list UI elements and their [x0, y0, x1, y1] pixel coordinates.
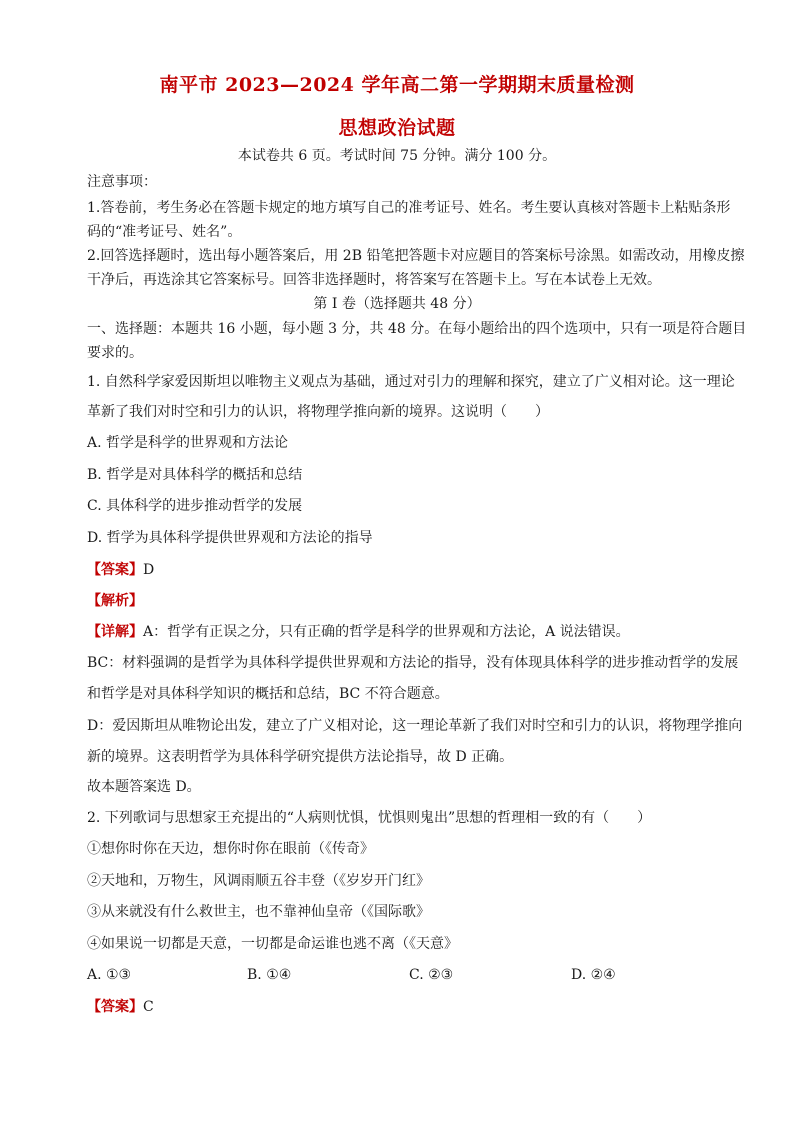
analysis-tag: 【解析】 — [87, 593, 143, 609]
q1-stem-line-2: 革新了我们对时空和引力的认识，将物理学推向新的境界。这说明（ ） — [87, 404, 549, 420]
q1-analysis-tag — [87, 591, 727, 611]
detail-tag: 【详解】 — [87, 624, 143, 640]
q1-detail-d-line-2: 新的境界。这表明哲学为具体科学研究提供方法论指导，故 D 正确。 — [87, 749, 514, 765]
q1-option-b: B. 哲学是对具体科学的概括和总结 — [87, 467, 303, 483]
answer-value: C — [143, 999, 154, 1015]
note-2-line-2: 干净后，再选涂其它答案标号。回答非选择题时，将答案写在答题卡上。写在本试卷上无效。 — [87, 272, 661, 288]
q2-option-a: A. ①③ — [87, 967, 132, 983]
q2-option-c: C. ②③ — [409, 967, 454, 983]
answer-tag: 【答案】 — [87, 562, 143, 578]
note-1-line-1: 1.答卷前，考生务必在答题卡规定的地方填写自己的准考证号、姓名。考生要认真核对答题卡上粘贴条形 — [87, 200, 731, 216]
q2-answer — [87, 997, 727, 1017]
q1-answer — [87, 560, 727, 580]
q1-option-d: D. 哲学为具体科学提供世界观和方法论的指导 — [87, 530, 373, 546]
answer-tag: 【答案】 — [87, 999, 143, 1015]
q1-stem-line-1: 1. 自然科学家爱因斯坦以唯物主义观点为基础，通过对引力的理解和探究，建立了广义相对论。这一理论 — [87, 374, 735, 390]
note-2-line-1: 2.回答选择题时，选出每小题答案后，用 2B 铅笔把答题卡对应题目的答案标号涂黑。如需改动，用橡皮擦 — [87, 248, 745, 264]
q2-item-2: ②天地和，万物生，风调雨顺五谷丰登（《岁岁开门红》 — [87, 873, 430, 889]
notes-heading: 注意事项： — [87, 174, 157, 190]
q1-detail-a — [87, 622, 727, 642]
q1-conclusion: 故本题答案选 D。 — [87, 779, 201, 795]
detail-a-text: A：哲学有正误之分，只有正确的哲学是科学的世界观和方法论，A 说法错误。 — [143, 624, 630, 640]
part-1-heading: 第 I 卷（选择题共 48 分） — [313, 296, 481, 312]
answer-value: D — [143, 562, 155, 578]
exam-subtitle: 思想政治试题 — [338, 117, 456, 139]
exam-title: 南平市 2023—2024 学年高二第一学期期末质量检测 — [159, 74, 635, 96]
q1-detail-d-line-1: D：爱因斯坦从唯物论出发，建立了广义相对论，这一理论革新了我们对时空和引力的认识，将物理学推向 — [87, 718, 743, 734]
q1-detail-bc-line-1: BC：材料强调的是哲学为具体科学提供世界观和方法论的指导，没有体现具体科学的进步推动哲学的发展 — [87, 655, 739, 671]
section-intro-line-1: 一、选择题：本题共 16 小题，每小题 3 分，共 48 分。在每小题给出的四个选项中，只有一项是符合题目 — [87, 321, 747, 337]
q1-option-a: A. 哲学是科学的世界观和方法论 — [87, 435, 289, 451]
note-1-line-2: 码的“准考证号、姓名”。 — [87, 224, 242, 240]
section-intro-line-2: 要求的。 — [87, 345, 143, 361]
q2-stem: 2. 下列歌词与思想家王充提出的“人病则忧惧，忧惧则鬼出”思想的哲理相一致的有（ ） — [87, 810, 652, 826]
q1-detail-bc-line-2: 和哲学是对具体科学知识的概括和总结，BC 不符合题意。 — [87, 686, 449, 702]
q2-option-d: D. ②④ — [571, 967, 616, 983]
q2-item-4: ④如果说一切都是天意，一切都是命运谁也逃不离（《天意》 — [87, 936, 458, 952]
q1-option-c: C. 具体科学的进步推动哲学的发展 — [87, 498, 303, 514]
exam-info: 本试卷共 6 页。考试时间 75 分钟。满分 100 分。 — [237, 148, 557, 164]
q2-item-3: ③从来就没有什么救世主，也不靠神仙皇帝（《国际歌》 — [87, 904, 430, 920]
q2-item-1: ①想你时你在天边，想你时你在眼前（《传奇》 — [87, 841, 374, 857]
q2-option-b: B. ①④ — [247, 967, 292, 983]
